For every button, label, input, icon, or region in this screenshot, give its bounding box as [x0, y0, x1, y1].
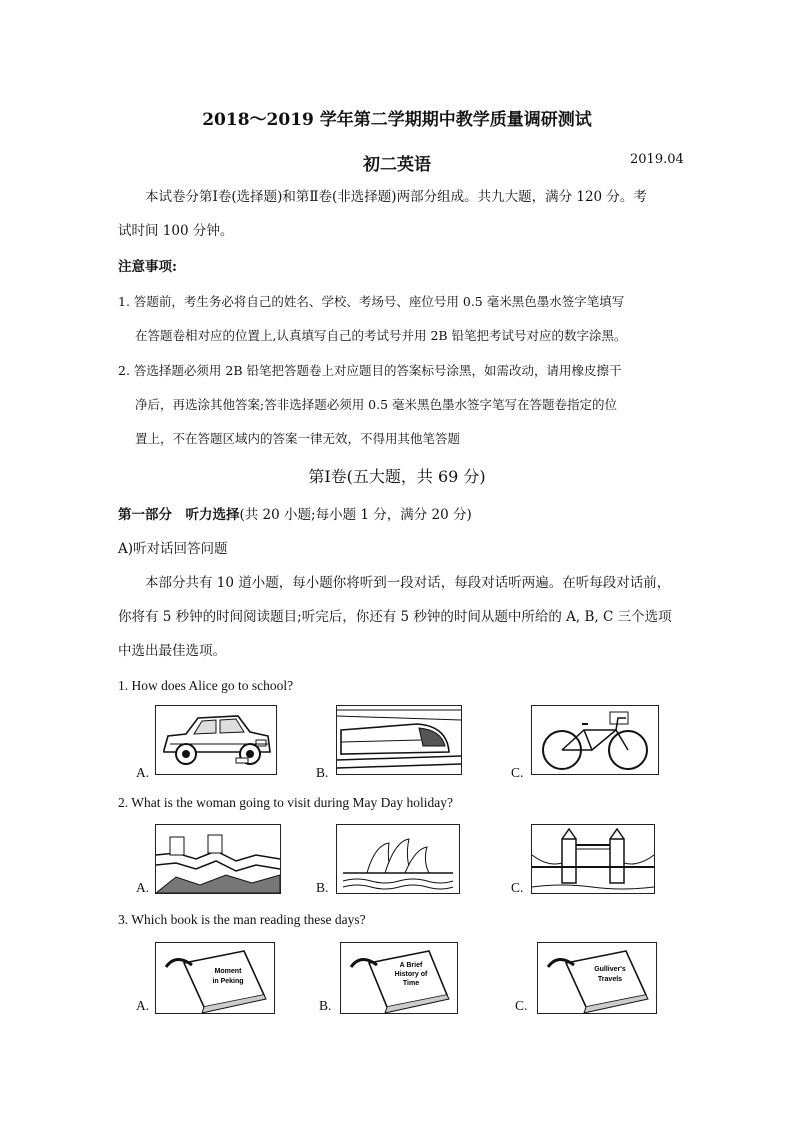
part1-instruction-line-3: 中选出最佳选项。 — [118, 643, 226, 659]
notice-item-2-line-3: 置上，不在答题区域内的答案一律无效，不得用其他笔答题 — [135, 431, 461, 446]
exam-date: 2019.04 — [630, 152, 684, 167]
book-b-title-line-1: A Brief — [399, 962, 423, 969]
notice-item-1-line-2: 在答题卷相对应的位置上,认真填写自己的考试号并用 2B 铅笔把考试号对应的数字涂黑。 — [135, 328, 627, 343]
q1-train-image — [336, 705, 462, 775]
book-b-title-line-3: Time — [402, 980, 420, 987]
q1-option-a-label: A. — [136, 765, 150, 780]
question-3-text: 3. Which book is the man reading these days? — [118, 912, 366, 927]
intro-line-2: 试时间 100 分钟。 — [118, 223, 234, 239]
q3-book-moment-in-peking — [155, 942, 275, 1014]
q2-option-a-label: A. — [136, 880, 150, 895]
question-1-text: 1. How does Alice go to school? — [118, 678, 294, 693]
part1-heading-bold: 第一部分 听力选择 — [118, 507, 240, 523]
subject-title: 初二英语 — [363, 155, 431, 175]
q1-car-image — [155, 705, 277, 775]
book-a-title-line-2: in Peking — [212, 978, 244, 985]
q3-option-b-label: B. — [319, 998, 332, 1013]
q2-tower-bridge-image — [531, 824, 655, 894]
q2-option-c-label: C. — [511, 880, 524, 895]
q3-option-c-label: C. — [515, 998, 528, 1013]
q1-option-c-label: C. — [511, 765, 524, 780]
q3-option-a-label: A. — [136, 998, 150, 1013]
q1-option-b-label: B. — [316, 765, 329, 780]
q2-great-wall-image — [155, 824, 281, 894]
book-c-title-line-2: Travels — [597, 976, 623, 983]
q1-bicycle-image — [531, 705, 659, 775]
exam-title: 2018～2019 学年第二学期期中教学质量调研测试 — [202, 110, 592, 130]
q2-option-b-label: B. — [316, 880, 329, 895]
q3-book-gullivers-travels — [537, 942, 657, 1014]
part1-heading-rest: (共 20 小题;每小题 1 分，满分 20 分) — [239, 507, 472, 523]
intro-line-1: 本试卷分第Ⅰ卷(选择题)和第Ⅱ卷(非选择题)两部分组成。共九大题，满分 120 分。考 — [145, 189, 647, 205]
notice-item-2-line-2: 净后，再选涂其他答案;答非选择题必须用 0.5 毫米黑色墨水签字笔写在答题卷指定的位 — [135, 397, 618, 412]
section-title: 第Ⅰ卷(五大题，共 69 分) — [308, 467, 486, 486]
notice-item-2-line-1: 2. 答选择题必须用 2B 铅笔把答题卷上对应题目的答案标号涂黑，如需改动，请用橡皮擦干 — [118, 363, 622, 378]
book-c-title-line-1: Gulliver's — [594, 966, 626, 973]
book-a-title-line-1: Moment — [214, 968, 242, 975]
question-2-text: 2. What is the woman going to visit during May Day holiday? — [118, 795, 453, 810]
q3-book-a-brief-history-of-time — [340, 942, 458, 1014]
notice-heading: 注意事项: — [118, 259, 177, 275]
part1-instruction-line-1: 本部分共有 10 道小题，每小题你将听到一段对话，每段对话听两遍。在听每段对话前， — [145, 575, 671, 591]
part1-heading — [118, 505, 472, 525]
part1-instruction-line-2: 你将有 5 秒钟的时间阅读题目;听完后，你还有 5 秒钟的时间从题中所给的 A, B, C 三个选项 — [118, 609, 672, 625]
part1-subheading: A)听对话回答问题 — [118, 541, 228, 557]
book-b-title-line-2: History of — [394, 971, 428, 978]
q2-opera-house-image — [336, 824, 460, 894]
notice-item-1-line-1: 1. 答题前，考生务必将自己的姓名、学校、考场号、座位号用 0.5 毫米黑色墨水签字笔填写 — [118, 294, 625, 309]
